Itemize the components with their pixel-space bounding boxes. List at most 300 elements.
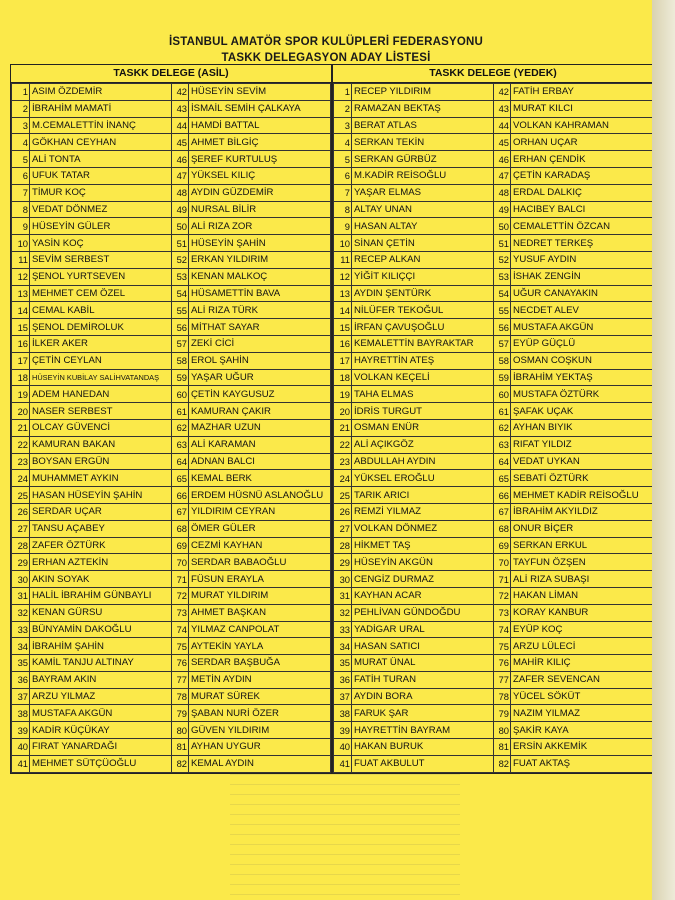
row-number: 45	[494, 134, 511, 151]
table-row	[334, 688, 653, 705]
delegate-name: VEDAT UYKAN	[511, 453, 653, 470]
row-number: 4	[334, 134, 352, 151]
delegate-name: SERKAN ERKUL	[511, 537, 653, 554]
delegate-name: ŞAFAK UÇAK	[511, 403, 653, 420]
delegate-name: ONUR BİÇER	[511, 520, 653, 537]
row-number: 70	[494, 554, 511, 571]
delegate-name: MURAT YILDIRIM	[189, 587, 331, 604]
table-row	[334, 621, 653, 638]
row-number: 20	[12, 403, 30, 420]
delegate-name: OSMAN COŞKUN	[511, 352, 653, 369]
delegate-name: AHMET BAŞKAN	[189, 604, 331, 621]
delegate-name: HÜSEYİN GÜLER	[30, 218, 172, 235]
delegate-name: BERAT ATLAS	[352, 117, 494, 134]
row-number: 14	[334, 302, 352, 319]
row-number: 21	[334, 419, 352, 436]
delegate-name: ŞENOL DEMİROLUK	[30, 319, 172, 336]
table-row	[12, 554, 331, 571]
row-number: 54	[172, 285, 189, 302]
table-row	[334, 520, 653, 537]
row-number: 76	[494, 655, 511, 672]
row-number: 42	[172, 84, 189, 101]
table-row	[12, 285, 331, 302]
delegate-name: ALİ AÇIKGÖZ	[352, 436, 494, 453]
delegate-name: YÜKSEL EROĞLU	[352, 470, 494, 487]
row-number: 73	[172, 604, 189, 621]
table-row	[12, 537, 331, 554]
row-number: 37	[334, 688, 352, 705]
row-number: 73	[494, 604, 511, 621]
delegate-name: HAMDİ BATTAL	[189, 117, 331, 134]
delegate-name: KAYHAN ACAR	[352, 587, 494, 604]
delegate-name: ADNAN BALCI	[189, 453, 331, 470]
row-number: 51	[172, 235, 189, 252]
table-row	[334, 638, 653, 655]
delegate-name: TARIK ARICI	[352, 487, 494, 504]
table-row	[334, 487, 653, 504]
row-number: 75	[172, 638, 189, 655]
row-number: 76	[172, 655, 189, 672]
delegate-name: SEVİM SERBEST	[30, 251, 172, 268]
table-row	[334, 84, 653, 101]
table-row	[12, 151, 331, 168]
delegate-name: CEMALETTİN ÖZCAN	[511, 218, 653, 235]
delegate-name: HÜSAMETTİN BAVA	[189, 285, 331, 302]
row-number: 13	[12, 285, 30, 302]
row-number: 50	[172, 218, 189, 235]
row-number: 80	[172, 722, 189, 739]
delegate-name: CEZMİ KAYHAN	[189, 537, 331, 554]
row-number: 56	[494, 319, 511, 336]
delegate-name: REMZİ YILMAZ	[352, 503, 494, 520]
delegate-name: MİTHAT SAYAR	[189, 319, 331, 336]
table-row	[334, 436, 653, 453]
row-number: 4	[12, 134, 30, 151]
delegate-name: HAYRETTİN ATEŞ	[352, 352, 494, 369]
delegate-name: MUSTAFA AKGÜN	[511, 319, 653, 336]
delegate-name: İRFAN ÇAVUŞOĞLU	[352, 319, 494, 336]
delegate-name: FATİH TURAN	[352, 671, 494, 688]
delegate-name: KEMALETTİN BAYRAKTAR	[352, 335, 494, 352]
row-number: 17	[334, 352, 352, 369]
table-row	[334, 268, 653, 285]
row-number: 12	[334, 268, 352, 285]
delegate-name: ŞEREF KURTULUŞ	[189, 151, 331, 168]
table-row	[12, 688, 331, 705]
row-number: 74	[494, 621, 511, 638]
delegate-name: TİMUR KOÇ	[30, 184, 172, 201]
delegate-name: KENAN GÜRSU	[30, 604, 172, 621]
row-number: 26	[334, 503, 352, 520]
delegate-name: YAŞAR UĞUR	[189, 369, 331, 386]
row-number: 44	[172, 117, 189, 134]
yedek-table	[333, 83, 653, 773]
row-number: 15	[334, 319, 352, 336]
row-number: 38	[12, 705, 30, 722]
delegate-name: EROL ŞAHİN	[189, 352, 331, 369]
row-number: 11	[334, 251, 352, 268]
table-row	[12, 655, 331, 672]
row-number: 32	[334, 604, 352, 621]
delegate-name: HÜSEYİN KUBİLAY SALİHVATANDAŞ	[30, 369, 172, 386]
delegate-name: VOLKAN KEÇELİ	[352, 369, 494, 386]
row-number: 17	[12, 352, 30, 369]
table-row	[12, 671, 331, 688]
table-row	[12, 386, 331, 403]
row-number: 14	[12, 302, 30, 319]
row-number: 75	[494, 638, 511, 655]
row-number: 80	[494, 722, 511, 739]
row-number: 59	[172, 369, 189, 386]
row-number: 8	[334, 201, 352, 218]
delegate-name: HALİL İBRAHİM GÜNBAYLI	[30, 587, 172, 604]
delegate-name: ERKAN YILDIRIM	[189, 251, 331, 268]
table-row	[12, 487, 331, 504]
delegate-name: HÜSEYİN AKGÜN	[352, 554, 494, 571]
row-number: 79	[172, 705, 189, 722]
table-row	[334, 235, 653, 252]
row-number: 11	[12, 251, 30, 268]
table-row	[12, 369, 331, 386]
row-number: 48	[494, 184, 511, 201]
delegate-name: HİKMET TAŞ	[352, 537, 494, 554]
row-number: 46	[494, 151, 511, 168]
delegate-name: EYÜP GÜÇLÜ	[511, 335, 653, 352]
row-number: 49	[494, 201, 511, 218]
delegate-name: YÜCEL SÖKÜT	[511, 688, 653, 705]
delegate-name: ÇETİN KARADAŞ	[511, 167, 653, 184]
row-number: 60	[172, 386, 189, 403]
delegate-name: ARZU LÜLECİ	[511, 638, 653, 655]
table-row	[12, 268, 331, 285]
delegate-name: YİĞİT KILIÇÇI	[352, 268, 494, 285]
row-number: 39	[334, 722, 352, 739]
row-number: 3	[334, 117, 352, 134]
row-number: 9	[12, 218, 30, 235]
table-row	[12, 117, 331, 134]
row-number: 1	[12, 84, 30, 101]
row-number: 8	[12, 201, 30, 218]
row-number: 78	[172, 688, 189, 705]
row-number: 24	[12, 470, 30, 487]
row-number: 57	[494, 335, 511, 352]
row-number: 60	[494, 386, 511, 403]
row-number: 33	[334, 621, 352, 638]
delegate-name: KADİR KÜÇÜKAY	[30, 722, 172, 739]
row-number: 61	[172, 403, 189, 420]
delegate-name: YAŞAR ELMAS	[352, 184, 494, 201]
row-number: 61	[494, 403, 511, 420]
delegate-name: ERSİN AKKEMİK	[511, 739, 653, 756]
row-number: 74	[172, 621, 189, 638]
table-row	[12, 184, 331, 201]
row-number: 23	[12, 453, 30, 470]
delegate-name: OSMAN ENÜR	[352, 419, 494, 436]
row-number: 7	[12, 184, 30, 201]
row-number: 13	[334, 285, 352, 302]
row-number: 82	[494, 755, 511, 772]
row-number: 16	[12, 335, 30, 352]
table-row	[12, 235, 331, 252]
delegate-name: AYDIN BORA	[352, 688, 494, 705]
delegate-name: MURAT SÜREK	[189, 688, 331, 705]
delegate-name: MUSTAFA ÖZTÜRK	[511, 386, 653, 403]
row-number: 33	[12, 621, 30, 638]
row-number: 71	[172, 571, 189, 588]
delegate-name: FÜSUN ERAYLA	[189, 571, 331, 588]
table-row	[334, 335, 653, 352]
delegate-name: ERDEM HÜSNÜ ASLANOĞLU	[189, 487, 331, 504]
delegate-name: HASAN SATICI	[352, 638, 494, 655]
delegate-name: FARUK ŞAR	[352, 705, 494, 722]
table-row	[12, 739, 331, 756]
delegate-name: FATİH ERBAY	[511, 84, 653, 101]
table-row	[12, 100, 331, 117]
delegate-name: KENAN MALKOÇ	[189, 268, 331, 285]
row-number: 43	[172, 100, 189, 117]
row-number: 25	[12, 487, 30, 504]
delegate-name: ÖMER GÜLER	[189, 520, 331, 537]
delegate-name: NURSAL BİLİR	[189, 201, 331, 218]
row-number: 15	[12, 319, 30, 336]
delegate-name: AYDIN ŞENTÜRK	[352, 285, 494, 302]
row-number: 29	[12, 554, 30, 571]
row-number: 44	[494, 117, 511, 134]
delegate-name: NASER SERBEST	[30, 403, 172, 420]
delegate-name: HASAN ALTAY	[352, 218, 494, 235]
row-number: 68	[172, 520, 189, 537]
delegate-name: RECEP YILDIRIM	[352, 84, 494, 101]
delegate-name: ERHAN AZTEKİN	[30, 554, 172, 571]
delegate-name: ŞENOL YURTSEVEN	[30, 268, 172, 285]
delegate-name: YÜKSEL KILIÇ	[189, 167, 331, 184]
table-row	[334, 251, 653, 268]
row-number: 42	[494, 84, 511, 101]
table-row	[12, 453, 331, 470]
row-number: 49	[172, 201, 189, 218]
delegate-name: ERDAL DALKIÇ	[511, 184, 653, 201]
delegate-name: ÇETİN KAYGUSUZ	[189, 386, 331, 403]
delegate-name: ŞAKİR KAYA	[511, 722, 653, 739]
delegate-name: TANSU AÇABEY	[30, 520, 172, 537]
delegate-name: ALİ KARAMAN	[189, 436, 331, 453]
table-row	[12, 218, 331, 235]
row-number: 24	[334, 470, 352, 487]
delegate-name: VOLKAN KAHRAMAN	[511, 117, 653, 134]
row-number: 36	[334, 671, 352, 688]
row-number: 71	[494, 571, 511, 588]
row-number: 48	[172, 184, 189, 201]
table-row	[334, 319, 653, 336]
row-number: 40	[12, 739, 30, 756]
row-number: 27	[334, 520, 352, 537]
row-number: 47	[172, 167, 189, 184]
table-row	[12, 319, 331, 336]
row-number: 77	[494, 671, 511, 688]
table-row	[334, 167, 653, 184]
table-row	[12, 302, 331, 319]
row-number: 2	[334, 100, 352, 117]
table-row	[334, 386, 653, 403]
row-number: 41	[334, 755, 352, 772]
delegate-name: HAYRETTİN BAYRAM	[352, 722, 494, 739]
row-number: 28	[334, 537, 352, 554]
row-number: 18	[334, 369, 352, 386]
row-number: 78	[494, 688, 511, 705]
row-number: 52	[172, 251, 189, 268]
row-number: 69	[494, 537, 511, 554]
row-number: 81	[172, 739, 189, 756]
row-number: 77	[172, 671, 189, 688]
row-number: 51	[494, 235, 511, 252]
row-number: 21	[12, 419, 30, 436]
delegate-name: KAMURAN BAKAN	[30, 436, 172, 453]
federation-title: İSTANBUL AMATÖR SPOR KULÜPLERİ FEDERASYONU	[168, 36, 483, 48]
underlying-paper-edge	[652, 0, 675, 900]
delegate-name: FIRAT YANARDAĞI	[30, 739, 172, 756]
delegate-name: GÜVEN YILDIRIM	[189, 722, 331, 739]
row-number: 68	[494, 520, 511, 537]
row-number: 45	[172, 134, 189, 151]
row-number: 41	[12, 755, 30, 772]
table-row	[12, 201, 331, 218]
delegate-name: TAYFUN ÖZŞEN	[511, 554, 653, 571]
delegate-name: AHMET BİLGİÇ	[189, 134, 331, 151]
row-number: 10	[12, 235, 30, 252]
table-row	[12, 335, 331, 352]
table-row	[12, 134, 331, 151]
delegate-name: ŞABAN NURİ ÖZER	[189, 705, 331, 722]
delegate-name: BÜNYAMİN DAKOĞLU	[30, 621, 172, 638]
row-number: 62	[494, 419, 511, 436]
table-row	[12, 722, 331, 739]
table-row	[12, 470, 331, 487]
row-number: 38	[334, 705, 352, 722]
delegate-name: ÇETİN CEYLAN	[30, 352, 172, 369]
row-number: 64	[494, 453, 511, 470]
row-number: 22	[12, 436, 30, 453]
row-number: 5	[12, 151, 30, 168]
delegate-name: HACIBEY BALCI	[511, 201, 653, 218]
row-number: 22	[334, 436, 352, 453]
delegate-name: KAMURAN ÇAKIR	[189, 403, 331, 420]
row-number: 65	[494, 470, 511, 487]
delegate-name: GÖKHAN CEYHAN	[30, 134, 172, 151]
delegate-name: NECDET ALEV	[511, 302, 653, 319]
row-number: 5	[334, 151, 352, 168]
delegate-name: HÜSEYİN SEVİM	[189, 84, 331, 101]
delegate-name: YUSUF AYDIN	[511, 251, 653, 268]
delegate-name: ARZU YILMAZ	[30, 688, 172, 705]
row-number: 28	[12, 537, 30, 554]
delegate-name: NEDRET TERKEŞ	[511, 235, 653, 252]
table-row	[334, 587, 653, 604]
row-number: 46	[172, 151, 189, 168]
delegate-name: SERDAR UÇAR	[30, 503, 172, 520]
row-number: 31	[12, 587, 30, 604]
asil-delegate-block	[10, 64, 332, 774]
row-number: 57	[172, 335, 189, 352]
delegate-name: VEDAT DÖNMEZ	[30, 201, 172, 218]
row-number: 53	[494, 268, 511, 285]
delegate-name: SERDAR BAŞBUĞA	[189, 655, 331, 672]
delegate-name: ALİ TONTA	[30, 151, 172, 168]
delegate-name: PEHLİVAN GÜNDOĞDU	[352, 604, 494, 621]
delegate-name: İLKER AKER	[30, 335, 172, 352]
table-row	[12, 403, 331, 420]
table-row	[334, 671, 653, 688]
delegate-name: MAZHAR UZUN	[189, 419, 331, 436]
table-row	[12, 705, 331, 722]
delegate-name: MEHMET KADİR REİSOĞLU	[511, 487, 653, 504]
row-number: 66	[172, 487, 189, 504]
table-row	[12, 503, 331, 520]
asil-header: TASKK DELEGE (ASİL)	[11, 65, 331, 83]
delegate-name: KORAY KANBUR	[511, 604, 653, 621]
table-row	[334, 218, 653, 235]
delegate-name: ALİ RIZA SUBAŞI	[511, 571, 653, 588]
row-number: 55	[494, 302, 511, 319]
delegate-name: RIFAT YILDIZ	[511, 436, 653, 453]
row-number: 31	[334, 587, 352, 604]
delegate-name: SİNAN ÇETİN	[352, 235, 494, 252]
delegate-name: UFUK TATAR	[30, 167, 172, 184]
table-row	[334, 470, 653, 487]
row-number: 32	[12, 604, 30, 621]
table-row	[12, 587, 331, 604]
table-row	[334, 722, 653, 739]
delegate-name: ZEKİ CİCİ	[189, 335, 331, 352]
delegate-name: İBRAHİM AKYILDIZ	[511, 503, 653, 520]
table-row	[334, 369, 653, 386]
table-row	[12, 571, 331, 588]
row-number: 63	[494, 436, 511, 453]
delegate-name: MEHMET CEM ÖZEL	[30, 285, 172, 302]
row-number: 27	[12, 520, 30, 537]
delegate-name: KEMAL BERK	[189, 470, 331, 487]
yedek-delegate-block	[332, 64, 654, 774]
row-number: 53	[172, 268, 189, 285]
row-number: 19	[12, 386, 30, 403]
delegate-name: RAMAZAN BEKTAŞ	[352, 100, 494, 117]
row-number: 54	[494, 285, 511, 302]
delegate-name: İBRAHİM ŞAHİN	[30, 638, 172, 655]
table-row	[12, 251, 331, 268]
delegate-name: MEHMET SÜTÇÜOĞLU	[30, 755, 172, 772]
delegate-name: SERKAN GÜRBÜZ	[352, 151, 494, 168]
row-number: 67	[172, 503, 189, 520]
table-row	[334, 352, 653, 369]
table-row	[12, 520, 331, 537]
row-number: 55	[172, 302, 189, 319]
table-row	[12, 167, 331, 184]
table-row	[334, 302, 653, 319]
table-row	[334, 571, 653, 588]
row-number: 66	[494, 487, 511, 504]
table-row	[12, 604, 331, 621]
row-number: 64	[172, 453, 189, 470]
delegate-name: İSHAK ZENGİN	[511, 268, 653, 285]
row-number: 70	[172, 554, 189, 571]
table-row	[334, 100, 653, 117]
delegate-name: HÜSEYİN ŞAHİN	[189, 235, 331, 252]
delegate-name: İSMAİL SEMİH ÇALKAYA	[189, 100, 331, 117]
delegate-name: ALİ RIZA ZOR	[189, 218, 331, 235]
delegate-name: BAYRAM AKIN	[30, 671, 172, 688]
table-row	[334, 554, 653, 571]
row-number: 20	[334, 403, 352, 420]
delegate-name: SERKAN TEKİN	[352, 134, 494, 151]
